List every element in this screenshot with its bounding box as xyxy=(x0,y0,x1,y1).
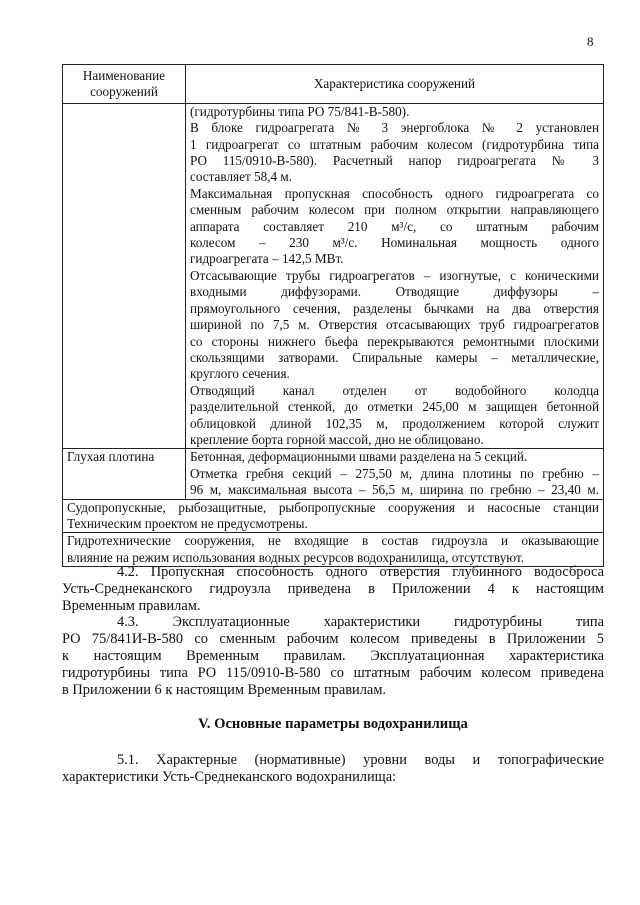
table-row xyxy=(63,499,604,533)
table-line: Отводящий канал отделен от водобойного колодца xyxy=(190,382,599,398)
table-row xyxy=(63,533,604,567)
table-line: влияние на режим использования водных ресурсов водохранилища, отсутствуют. xyxy=(67,549,525,565)
table-line: круглого сечения. xyxy=(190,366,290,382)
paragraph-line: к настоящим Временным правилам. Эксплуатационная характеристика xyxy=(62,648,604,664)
table-line: шириной по 7,5 м. Отверстия отсасывающих труб гидроагрегатов xyxy=(190,317,599,333)
structure-name-cell xyxy=(63,103,186,449)
table-line: крепление борта горной массой, дно не облицовано. xyxy=(190,431,484,447)
table-line: 96 м, максимальная высота – 56,5 м, ширина по гребню – 23,40 м. xyxy=(190,482,599,498)
structures-table xyxy=(62,64,604,567)
table-line: РО 115/0910-В-580). Расчетный напор гидроагрегата № 3 xyxy=(190,153,599,169)
table-line: Отметка гребня секций – 275,50 м, длина плотины по гребню – xyxy=(190,465,599,481)
table-line: со стороны нижнего бьефа перекрываются ремонтными плоскими xyxy=(190,333,599,349)
table-line: облицовкой длиной 102,35 м, продолжением которой служит xyxy=(190,415,599,431)
paragraph-5-1 xyxy=(62,752,604,786)
table-line: гидроагрегата – 142,5 МВт. xyxy=(190,251,344,267)
table-line: сменным рабочим колесом при полном открытии направляющего xyxy=(190,202,599,218)
table-note-cell xyxy=(63,499,604,533)
table-row xyxy=(63,449,604,499)
table-note-cell xyxy=(63,533,604,567)
paragraph-line: Усть-Среднеканского гидроузла приведена в Приложении 4 к настоящим xyxy=(62,581,604,597)
table-line: колесом – 230 м³/с. Номинальная мощность одного xyxy=(190,235,599,251)
structure-characteristics-cell xyxy=(186,103,604,449)
paragraph-line: гидротурбины типа РО 115/0910-В-580 со штатным рабочим колесом приведена xyxy=(62,665,604,681)
page-number: 8 xyxy=(587,34,594,49)
structure-characteristics-cell xyxy=(186,449,604,499)
header-cell-characteristics: Характеристика сооружений xyxy=(186,65,604,104)
table-row xyxy=(63,103,604,449)
table-line: прямоугольного сечения, разделены бычками на два отверстия xyxy=(190,300,599,316)
table-line: 1 гидроагрегат со штатным рабочим колесом (гидротурбина типа xyxy=(190,136,599,152)
table-line: скользящими затворами. Спиральные камеры – металлические, xyxy=(190,349,599,365)
structure-name-cell: Глухая плотина xyxy=(63,449,186,499)
table-line: Гидротехнические сооружения, не входящие в состав гидроузла и оказывающие xyxy=(67,533,599,549)
section-heading: V. Основные параметры водохранилища xyxy=(198,716,468,732)
paragraph-line: 4.2. Пропускная способность одного отверстия глубинного водосброса xyxy=(117,564,604,580)
table-line: аппарата составляет 210 м³/с, со штатным рабочим xyxy=(190,218,599,234)
table-line: разделительной стенкой, до отметки 245,00 м защищен бетонной xyxy=(190,399,599,415)
table-line: В блоке гидроагрегата № 3 энергоблока № 2 установлен xyxy=(190,120,599,136)
paragraph-line: характеристики Усть-Среднеканского водохранилища: xyxy=(62,769,397,785)
table-line: (гидротурбины типа РО 75/841-В-580). xyxy=(190,103,410,119)
paragraph-line: в Приложении 6 к настоящим Временным правилам. xyxy=(62,682,387,698)
paragraph-line: 5.1. Характерные (нормативные) уровни воды и топографические xyxy=(117,752,604,768)
paragraph-line: РО 75/841И-В-580 со сменным рабочим колесом приведены в Приложении 5 xyxy=(62,631,604,647)
paragraph-line: Временным правилам. xyxy=(62,598,201,614)
table-line: входными диффузорами. Отводящие диффузоры – xyxy=(190,284,599,300)
table-line: Бетонная, деформационными швами разделена на 5 секций. xyxy=(190,449,528,465)
table-line: Техническим проектом не предусмотрены. xyxy=(67,515,308,531)
table-line: Максимальная пропускная способность одного гидроагрегата со xyxy=(190,185,599,201)
table-line: составляет 58,4 м. xyxy=(190,169,293,185)
header-cell-name: Наименование сооружений xyxy=(63,65,186,104)
table-line: Отсасывающие трубы гидроагрегатов – изогнутые, с коническими xyxy=(190,267,599,283)
paragraph-line: 4.3. Эксплуатационные характеристики гидротурбины типа xyxy=(117,614,604,630)
table-header-row xyxy=(63,65,604,104)
paragraph-4-2 xyxy=(62,564,604,615)
paragraph-4-3 xyxy=(62,614,604,699)
table-line: Судопропускные, рыбозащитные, рыбопропускные сооружения и насосные станции xyxy=(67,499,599,515)
